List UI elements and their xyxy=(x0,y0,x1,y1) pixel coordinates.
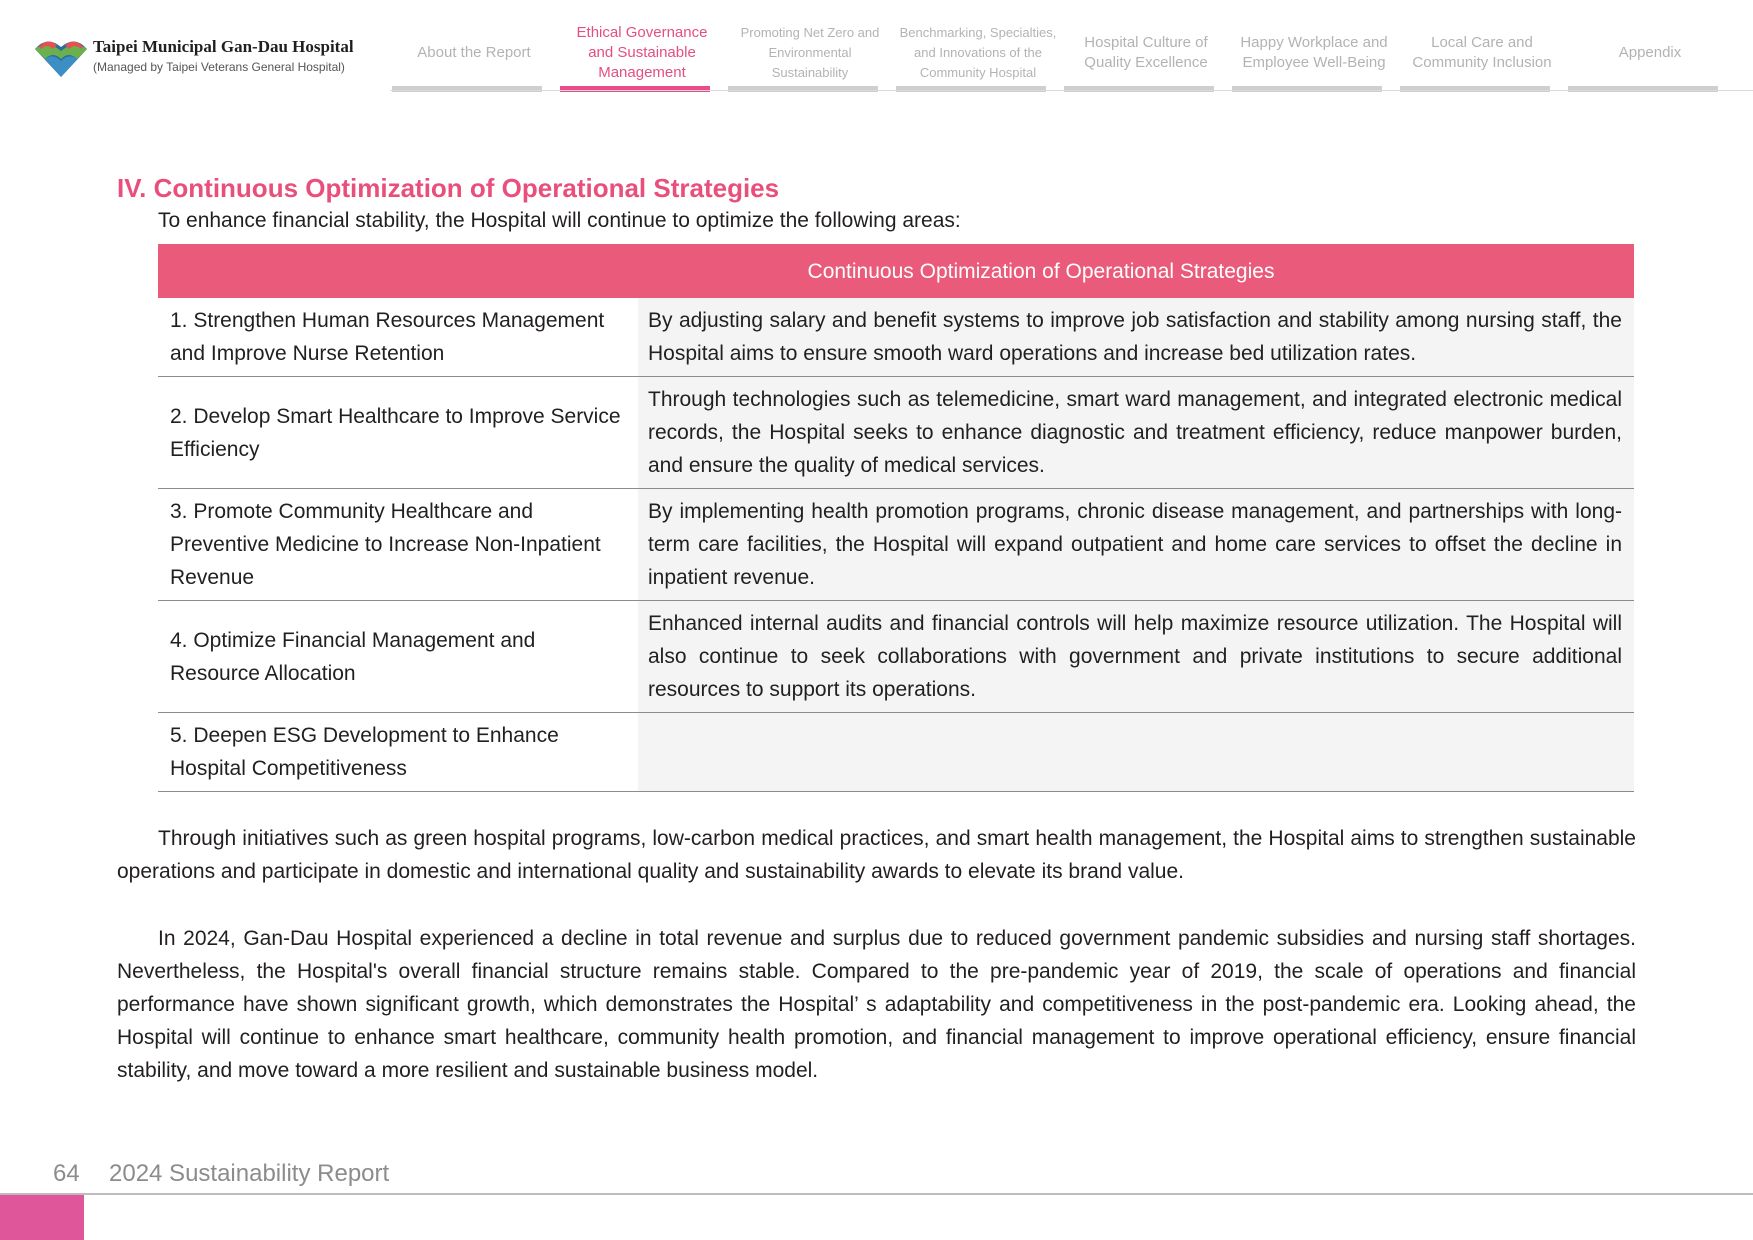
strategy-cell: 1. Strengthen Human Resources Management and Improve Nurse Retention xyxy=(158,298,638,377)
tab-indicator xyxy=(1400,86,1550,92)
tab-about-the-report[interactable] xyxy=(390,20,558,94)
page-header xyxy=(0,0,1753,96)
tab-happy-workplace[interactable] xyxy=(1230,20,1398,94)
strategy-cell: 4. Optimize Financial Management and Resource Allocation xyxy=(158,601,638,713)
strategy-cell: 3. Promote Community Healthcare and Preventive Medicine to Increase Non-Inpatient Revenue xyxy=(158,489,638,601)
nav-divider xyxy=(390,90,1753,91)
tab-label: About the Report xyxy=(417,44,531,61)
section-intro: To enhance financial stability, the Hospital will continue to optimize the following areas: xyxy=(158,209,961,232)
tab-indicator xyxy=(1064,86,1214,92)
hospital-logo[interactable] xyxy=(33,33,354,79)
tab-label: Benchmarking, Specialties, and Innovations of the Community Hospital xyxy=(899,25,1057,80)
tab-label: Happy Workplace and Employee Well-Being xyxy=(1240,34,1388,71)
page-number: 64 xyxy=(53,1160,80,1187)
description-cell: Through technologies such as telemedicine, smart ward management, and integrated electronic medical records, the Hospital seeks to enhance diagnostic and treatment efficiency, reduce manpower burden, and ensure the quality of medical services. xyxy=(638,377,1634,489)
tab-ethical-governance[interactable] xyxy=(558,20,726,94)
tab-indicator xyxy=(1568,86,1718,92)
tab-label: Promoting Net Zero and Environmental Sustainability xyxy=(740,25,880,80)
tab-net-zero[interactable] xyxy=(726,20,894,94)
section-title: IV. Continuous Optimization of Operational Strategies xyxy=(117,173,780,203)
tab-indicator xyxy=(728,86,878,92)
table-header-row xyxy=(158,244,1634,298)
table-row xyxy=(158,713,1634,792)
description-cell: By implementing health promotion programs, chronic disease management, and partnerships with long-term care facilities, the Hospital will expand outpatient and home care services to offset the decline in inpatient revenue. xyxy=(638,489,1634,601)
footer-divider xyxy=(0,1193,1753,1195)
tab-benchmarking[interactable] xyxy=(894,20,1062,94)
table-header: Continuous Optimization of Operational Strategies xyxy=(158,244,1634,298)
tab-indicator xyxy=(896,86,1046,92)
table-row xyxy=(158,601,1634,713)
strategy-cell: 2. Develop Smart Healthcare to Improve Service Efficiency xyxy=(158,377,638,489)
hospital-logo-icon xyxy=(33,33,89,79)
tab-label: Appendix xyxy=(1618,44,1682,61)
chapter-nav xyxy=(390,20,1734,94)
description-cell xyxy=(638,713,1634,792)
tab-label: Ethical Governance and Sustainable Management xyxy=(576,24,708,81)
tab-hospital-culture[interactable] xyxy=(1062,20,1230,94)
footer-accent-block xyxy=(0,1195,84,1240)
tab-appendix[interactable] xyxy=(1566,20,1734,94)
table-row xyxy=(158,377,1634,489)
table-row xyxy=(158,489,1634,601)
tab-indicator xyxy=(392,86,542,92)
body-paragraph: In 2024, Gan-Dau Hospital experienced a decline in total revenue and surplus due to reduced government pandemic subsidies and nursing staff shortages. Nevertheless, the Hospital's overall financial structure remains stable. Compared to the pre-pandemic year of 2019, the scale of operations and financial performance have shown significant growth, which demonstrates the Hospital’ s adaptability and competitiveness in the post-pandemic era. Looking ahead, the Hospital will continue to enhance smart healthcare, community health promotion, and financial management to improve operational efficiency, ensure financial stability, and move toward a more resilient and sustainable business model. xyxy=(117,927,1636,1082)
hospital-subtitle: (Managed by Taipei Veterans General Hospital) xyxy=(93,60,345,74)
description-cell: Enhanced internal audits and financial controls will help maximize resource utilization. The Hospital will also continue to seek collaborations with government and private institutions to secure additional resources to support its operations. xyxy=(638,601,1634,713)
hospital-name: Taipei Municipal Gan-Dau Hospital xyxy=(93,37,354,56)
tab-indicator xyxy=(1232,86,1382,92)
description-cell: By adjusting salary and benefit systems to improve job satisfaction and stability among nursing staff, the Hospital aims to ensure smooth ward operations and increase bed utilization rates. xyxy=(638,298,1634,377)
strategy-cell: 5. Deepen ESG Development to Enhance Hospital Competitiveness xyxy=(158,713,638,792)
tab-label: Hospital Culture of Quality Excellence xyxy=(1084,34,1208,71)
tab-label: Local Care and Community Inclusion xyxy=(1412,34,1552,71)
tab-indicator xyxy=(560,86,710,92)
strategy-table xyxy=(158,244,1634,792)
tab-local-care[interactable] xyxy=(1398,20,1566,94)
table-row xyxy=(158,298,1634,377)
body-paragraph: Through initiatives such as green hospital programs, low-carbon medical practices, and smart health management, the Hospital aims to strengthen sustainable operations and participate in domestic and international quality and sustainability awards to elevate its brand value. xyxy=(117,827,1636,883)
report-title: 2024 Sustainability Report xyxy=(109,1160,390,1187)
